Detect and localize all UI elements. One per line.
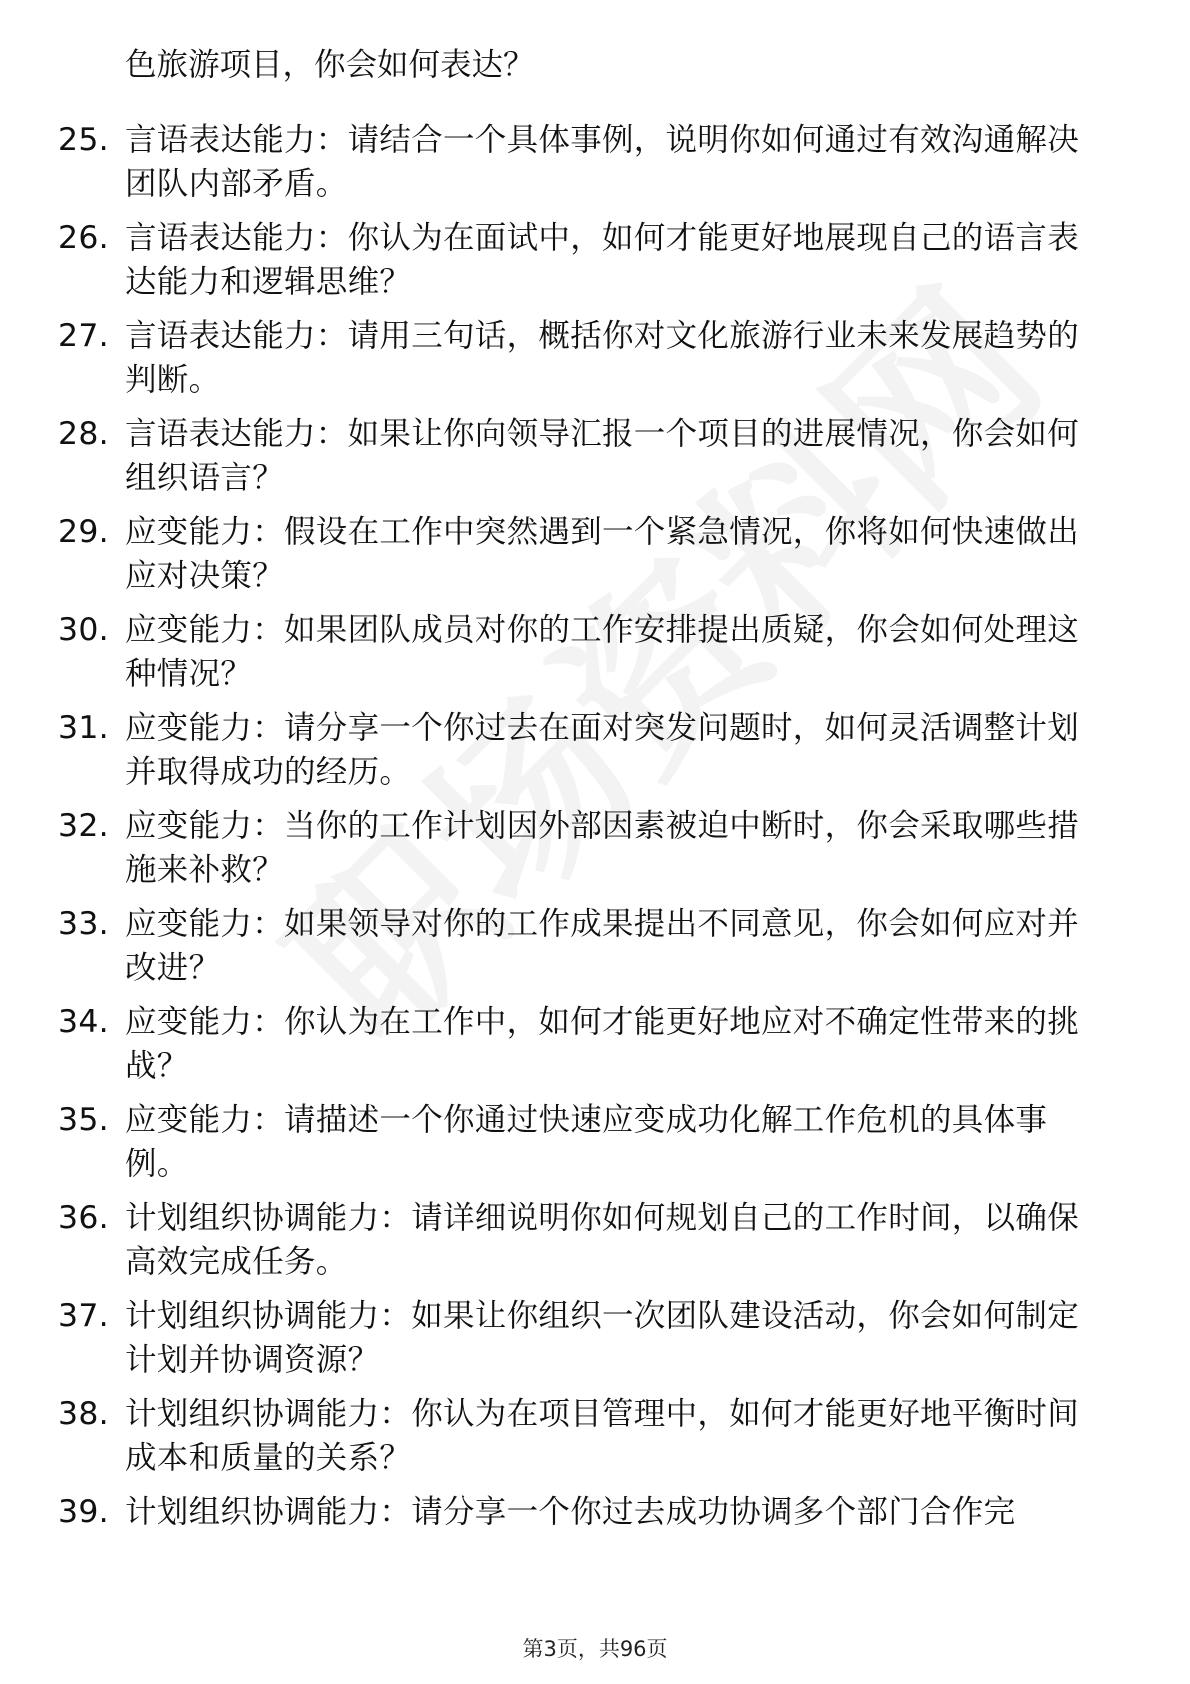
question-number: 39. bbox=[58, 1494, 109, 1530]
question-text: 言语表达能力：请结合一个具体事例，说明你如何通过有效沟通解决团队内部矛盾。 bbox=[125, 122, 1080, 202]
question-item bbox=[58, 216, 1108, 304]
question-text: 应变能力：请描述一个你通过快速应变成功化解工作危机的具体事例。 bbox=[125, 1102, 1048, 1182]
question-item bbox=[58, 1196, 1108, 1284]
question-number: 30. bbox=[58, 612, 109, 648]
question-item bbox=[58, 118, 1108, 206]
question-number: 27. bbox=[58, 318, 109, 354]
question-text: 计划组织协调能力：请详细说明你如何规划自己的工作时间，以确保高效完成任务。 bbox=[125, 1200, 1080, 1280]
question-item bbox=[58, 1294, 1108, 1382]
question-number: 29. bbox=[58, 514, 109, 550]
question-number: 38. bbox=[58, 1396, 109, 1432]
question-text: 言语表达能力：你认为在面试中，如何才能更好地展现自己的语言表达能力和逻辑思维？ bbox=[125, 220, 1080, 300]
question-item bbox=[58, 314, 1108, 402]
question-number: 32. bbox=[58, 808, 109, 844]
question-text: 计划组织协调能力：你认为在项目管理中，如何才能更好地平衡时间成本和质量的关系？ bbox=[125, 1396, 1080, 1476]
continuation-text: 色旅游项目，你会如何表达？ bbox=[125, 47, 535, 83]
question-item bbox=[58, 1098, 1108, 1186]
question-text: 计划组织协调能力：如果让你组织一次团队建设活动，你会如何制定计划并协调资源？ bbox=[125, 1298, 1080, 1378]
question-text: 言语表达能力：如果让你向领导汇报一个项目的进展情况，你会如何组织语言？ bbox=[125, 416, 1080, 496]
question-item bbox=[58, 1490, 1108, 1534]
question-number: 26. bbox=[58, 220, 109, 256]
question-number: 33. bbox=[58, 906, 109, 942]
question-number: 28. bbox=[58, 416, 109, 452]
question-item bbox=[58, 1392, 1108, 1480]
question-item bbox=[58, 412, 1108, 500]
question-number: 25. bbox=[58, 122, 109, 158]
question-number: 35. bbox=[58, 1102, 109, 1138]
question-text: 应变能力：假设在工作中突然遇到一个紧急情况，你将如何快速做出应对决策？ bbox=[125, 514, 1080, 594]
question-text: 言语表达能力：请用三句话，概括你对文化旅游行业未来发展趋势的判断。 bbox=[125, 318, 1080, 398]
question-list bbox=[58, 118, 1108, 1544]
question-number: 37. bbox=[58, 1298, 109, 1334]
question-number: 34. bbox=[58, 1004, 109, 1040]
question-item bbox=[58, 804, 1108, 892]
question-item bbox=[58, 608, 1108, 696]
question-text: 计划组织协调能力：请分享一个你过去成功协调多个部门合作完 bbox=[125, 1494, 1016, 1530]
question-text: 应变能力：你认为在工作中，如何才能更好地应对不确定性带来的挑战？ bbox=[125, 1004, 1080, 1084]
question-item bbox=[58, 1000, 1108, 1088]
question-item bbox=[58, 902, 1108, 990]
question-text: 应变能力：请分享一个你过去在面对突发问题时，如何灵活调整计划并取得成功的经历。 bbox=[125, 710, 1080, 790]
question-number: 36. bbox=[58, 1200, 109, 1236]
question-item bbox=[58, 706, 1108, 794]
question-item bbox=[58, 510, 1108, 598]
question-text: 应变能力：如果领导对你的工作成果提出不同意见，你会如何应对并改进？ bbox=[125, 906, 1080, 986]
question-text: 应变能力：当你的工作计划因外部因素被迫中断时，你会采取哪些措施来补救？ bbox=[125, 808, 1080, 888]
question-text: 应变能力：如果团队成员对你的工作安排提出质疑，你会如何处理这种情况？ bbox=[125, 612, 1080, 692]
question-number: 31. bbox=[58, 710, 109, 746]
page-footer: 第3页，共96页 bbox=[522, 1637, 668, 1661]
